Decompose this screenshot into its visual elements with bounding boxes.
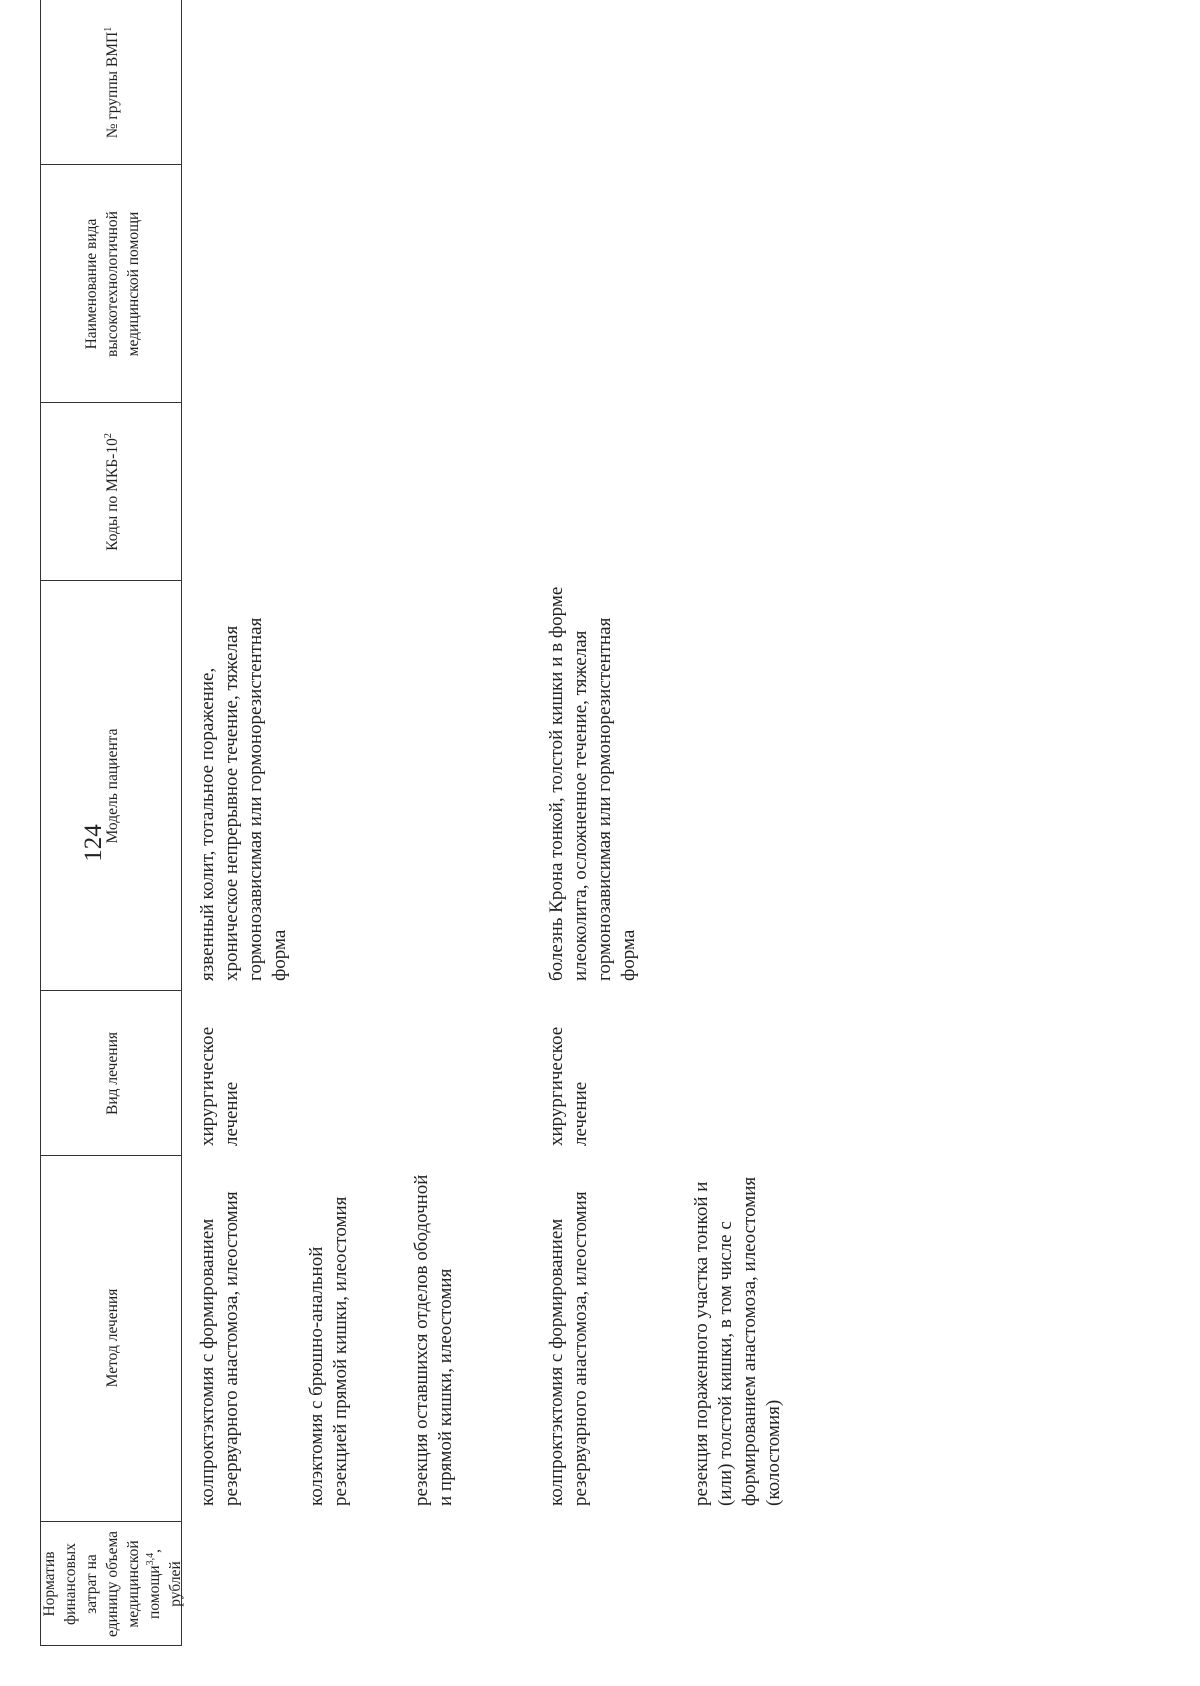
row2-method-2: резекция пораженного участка тонкой и (или) толстой кишки, в том числе с формированием анастомоза, илеостомия (колостомия) (691, 1176, 784, 1506)
column-divider (40, 1645, 181, 1646)
header-patient-model: Модель пациента (103, 728, 121, 844)
row2-patient-model: болезнь Крона тонкой, толстой кишки и в форме илеоколита, осложненное течение, тяжелая гормонозависимая или гормонорезистентная форма (546, 586, 639, 981)
row1-method-3: резекция оставшихся отделов ободочной и прямой кишки, илеостомия (411, 1174, 456, 1506)
header-norm-cost (42, 1525, 182, 1643)
column-divider (40, 580, 181, 581)
header-group-no (42, 3, 182, 162)
column-divider (40, 1155, 181, 1156)
header-icd-codes: Коды по МКБ-$10^2$ (102, 433, 121, 551)
header-hmc-name-text: Наименование вида высокотехнологичной медицинской помощи (82, 211, 142, 357)
row1-method-2: колэктомия с брюшно-анальной резекцией прямой кишки, илеостомия (306, 1196, 351, 1506)
page-number: 124 (80, 824, 107, 862)
column-divider (40, 164, 181, 165)
row1-method-1: колпроктэктомия с формированием резервуарного анастомоза, илеостомия (197, 1191, 242, 1506)
header-treatment-method: Метод лечения (103, 1288, 121, 1388)
row2-method-1: колпроктэктомия с формированием резервуарного анастомоза, илеостомия (546, 1191, 591, 1506)
header-group-no-text: № группы ВМП$^1$ (102, 26, 121, 139)
header-hmc-name-cell (42, 168, 182, 400)
row1-patient-model: язвенный колит, тотальное поражение, хроническое непрерывное течение, тяжелая гормонозависимая или гормонорезистентная форма (197, 617, 290, 981)
column-divider (40, 990, 181, 991)
table-top-rule (40, 0, 41, 1646)
header-treatment-type: Вид лечения (103, 1031, 121, 1116)
row1-treatment-type: хирургическое лечение (197, 1026, 242, 1146)
column-divider (40, 402, 181, 403)
column-divider (40, 1521, 181, 1522)
header-norm-cost-text: Норматив финансовых затрат на единицу объема медицинской помощи$^{3,4}$, рублей (40, 1530, 184, 1638)
row2-treatment-type: хирургическое лечение (546, 1026, 591, 1146)
